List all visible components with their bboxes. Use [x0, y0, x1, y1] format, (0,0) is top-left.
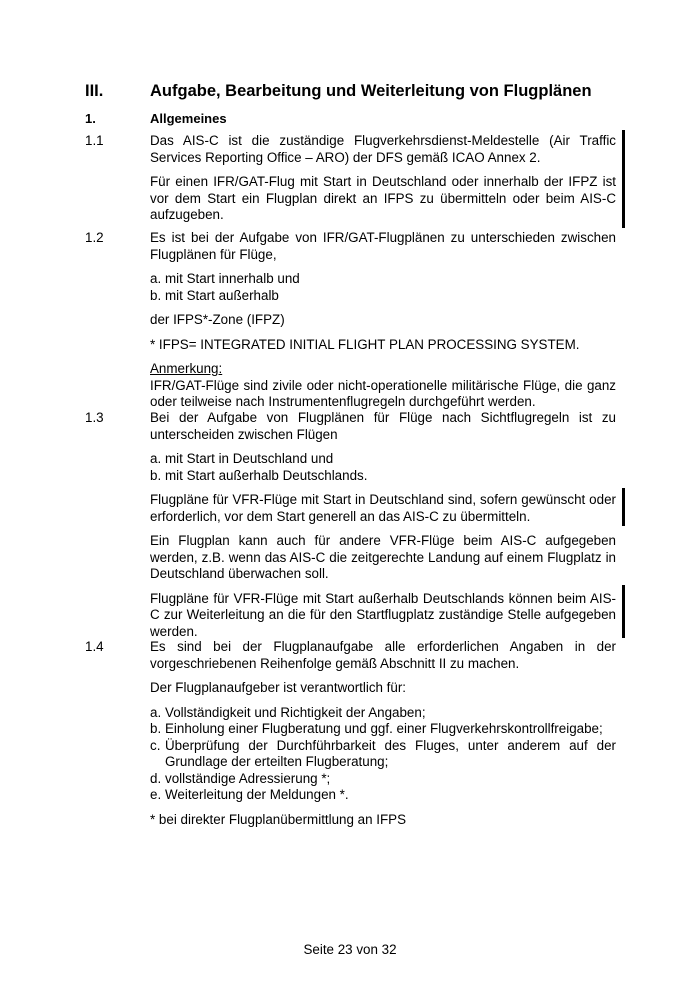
list-text: Überprüfung der Durchführbarkeit des Fluges, unter anderem auf der Grundlage der erteilten Flugberatung;: [165, 737, 616, 769]
paragraph: Es ist bei der Aufgabe von IFR/GAT-Flugplänen zu unterschieden zwischen Flugplänen für Flüge,: [150, 230, 616, 262]
list-text: Einholung einer Flugberatung und ggf. einer Flugverkehrskontrollfreigabe;: [165, 721, 603, 736]
list-marker: b.: [150, 467, 162, 483]
list-text: mit Start in Deutschland und: [165, 451, 334, 466]
item-1-4: [150, 639, 616, 836]
paragraph: * IFPS= INTEGRATED INITIAL FLIGHT PLAN PROCESSING SYSTEM.: [150, 336, 580, 352]
list-text: mit Start innerhalb und: [165, 271, 300, 286]
page-footer: Seite 23 von 32: [303, 942, 397, 957]
list-item: [150, 468, 616, 485]
list-marker: a.: [150, 451, 162, 466]
list-marker: e.: [150, 787, 162, 802]
paragraph: Flugpläne für VFR-Flüge mit Start in Deutschland sind, sofern gewünscht oder erforderlich, vor dem Start generell an das AIS-C zu übermitteln.: [150, 492, 616, 524]
item-1-3: [150, 410, 616, 648]
item-number-1-4: 1.4: [85, 639, 104, 654]
list-marker: b.: [150, 721, 162, 736]
list-item: [150, 721, 616, 738]
list-text: Vollständigkeit und Richtigkeit der Angaben;: [165, 704, 426, 720]
paragraph: Das AIS-C ist die zuständige Flugverkehrsdienst-Meldestelle (Air Traffic Services Reporting Office – ARO) der DFS gemäß ICAO Annex 2.: [150, 133, 616, 165]
list-marker: d.: [150, 770, 162, 786]
note-label: Anmerkung:: [150, 361, 223, 376]
list-item: [150, 787, 616, 804]
list-item: [150, 451, 616, 468]
subsection-number: 1.: [85, 111, 96, 126]
list-item: [150, 771, 616, 788]
change-bar: [622, 130, 625, 228]
list-text: mit Start außerhalb Deutschlands.: [165, 467, 368, 483]
item-number-1-3: 1.3: [85, 410, 104, 425]
paragraph: Flugpläne für VFR-Flüge mit Start außerhalb Deutschlands können beim AIS-C zur Weiterleitung an die für den Startflugplatz zuständige Stelle aufgegeben werden.: [150, 590, 616, 639]
list-item: [150, 738, 616, 771]
list-text: vollständige Adressierung *;: [165, 770, 331, 786]
list-marker: c.: [150, 737, 161, 753]
list-item: [150, 288, 616, 305]
paragraph: der IFPS*-Zone (IFPZ): [150, 312, 285, 327]
paragraph: Ein Flugplan kann auch für andere VFR-Flüge beim AIS-C aufgegeben werden, z.B. wenn das AIS-C die zeitgerechte Landung auf einem Flugplatz in Deutschland überwachen soll.: [150, 533, 616, 581]
list: [150, 705, 616, 804]
list: [150, 271, 616, 304]
change-bar: [622, 585, 625, 638]
list: [150, 451, 616, 484]
list-text: mit Start außerhalb: [165, 287, 279, 303]
list-item: [150, 705, 616, 722]
paragraph: Es sind bei der Flugplanaufgabe alle erforderlichen Angaben in der vorgeschriebenen Reihenfolge gemäß Abschnitt II zu machen.: [150, 639, 616, 671]
list-text: Weiterleitung der Meldungen *.: [165, 787, 349, 802]
list-marker: a.: [150, 271, 162, 286]
item-number-1-2: 1.2: [85, 230, 104, 245]
change-bar: [622, 488, 625, 526]
section-number: III.: [85, 82, 104, 100]
subsection-title: Allgemeines: [150, 111, 227, 126]
item-number-1-1: 1.1: [85, 133, 104, 148]
paragraph: Der Flugplanaufgeber ist verantwortlich für:: [150, 680, 407, 695]
list-item: [150, 271, 616, 288]
paragraph: Für einen IFR/GAT-Flug mit Start in Deutschland oder innerhalb der IFPZ ist vor dem Start ein Flugplan direkt an IFPS zu übermitteln oder beim AIS-C aufzugeben.: [150, 174, 616, 222]
footnote: * bei direkter Flugplanübermittlung an IFPS: [150, 811, 407, 827]
section-title: Aufgabe, Bearbeitung und Weiterleitung von Flugplänen: [150, 82, 592, 100]
item-1-2: [150, 230, 616, 419]
note-text: IFR/GAT-Flüge sind zivile oder nicht-operationelle militärische Flüge, die ganz oder teilweise nach Instrumentenflugregeln durchgeführt werden.: [150, 377, 616, 409]
item-1-1: [150, 133, 616, 232]
paragraph: Bei der Aufgabe von Flugplänen für Flüge nach Sichtflugregeln ist zu unterscheiden zwischen Flügen: [150, 410, 616, 442]
list-marker: a.: [150, 704, 162, 720]
list-marker: b.: [150, 287, 162, 303]
